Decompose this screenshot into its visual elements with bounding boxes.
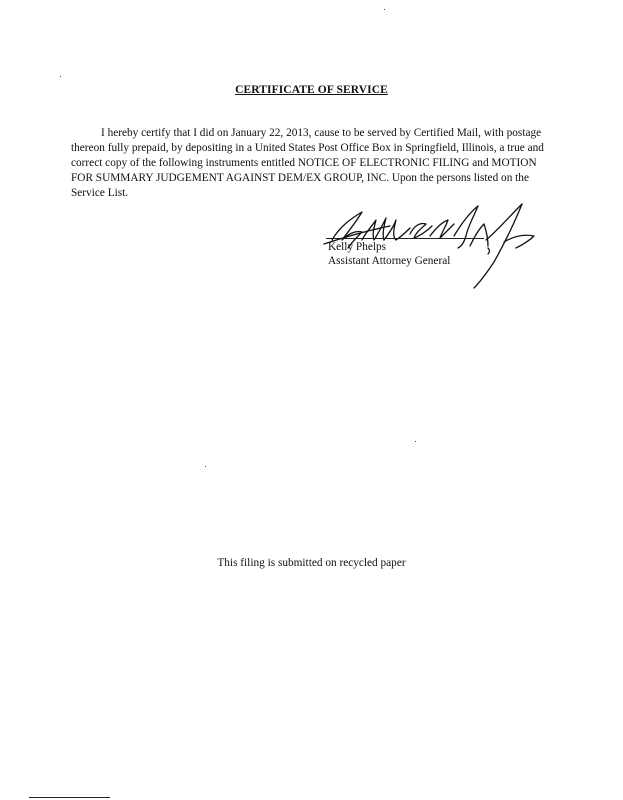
signature-line <box>326 238 484 239</box>
recycled-paper-note: This filing is submitted on recycled paper <box>217 557 406 569</box>
certificate-title-text: CERTIFICATE OF SERVICE <box>235 84 388 96</box>
signer-name: Kelly Phelps <box>328 241 387 253</box>
certificate-title <box>0 84 623 96</box>
certificate-body: I hereby certify that I did on January 22, 2013, cause to be served by Certified Mail, with postage thereon fully prepaid, by depositing in a United States Post Office Box in Springfield, Illinois, a true and correct copy of the following instruments entitled NOTICE OF ELECTRONIC FILING and MOTION FOR SUMMARY JUDGEMENT AGAINST DEM/EX GROUP, INC. Upon the persons listed on the Service List. <box>71 127 544 199</box>
signer-title: Assistant Attorney General <box>328 255 451 267</box>
scan-speck <box>415 441 416 442</box>
scan-speck <box>60 76 61 77</box>
scan-speck <box>205 466 206 467</box>
footnote-rule <box>29 797 110 798</box>
scan-speck <box>384 9 385 10</box>
